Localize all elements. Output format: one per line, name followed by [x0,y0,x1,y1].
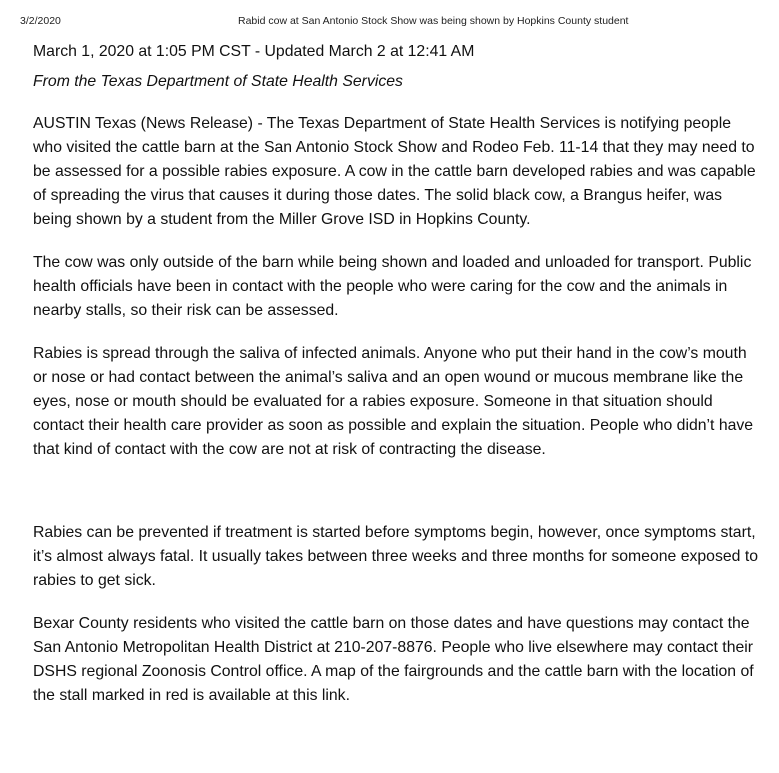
print-header [0,14,779,28]
print-date: 3/2/2020 [20,15,61,27]
article-body [33,40,763,727]
article-paragraph-5: Bexar County residents who visited the cattle barn on those dates and have questions may contact the San Antonio Metropolitan Health District at 210-207-8876. People who live elsewhere may contact their DSHS regional Zoonosis Control office. A map of the fairgrounds and the cattle barn with the location of the stall marked in red is available at this link. [33,615,754,704]
article-paragraph-1: AUSTIN Texas (News Release) - The Texas Department of State Health Services is notifying people who visited the cattle barn at the San Antonio Stock Show and Rodeo Feb. 11-14 that they may need to be assessed for a possible rabies exposure. A cow in the cattle barn developed rabies and was capable of spreading the virus that causes it during those dates. The solid black cow, a Brangus heifer, was being shown by a student from the Miller Grove ISD in Hopkins County. [33,115,756,228]
article-source: From the Texas Department of State Health Services [33,73,403,90]
article-timestamp: March 1, 2020 at 1:05 PM CST - Updated March 2 at 12:41 AM [33,43,475,60]
article-paragraph-2: The cow was only outside of the barn while being shown and loaded and unloaded for transport. Public health officials have been in contact with the people who were caring for the cow and the animals in nearby stalls, so their risk can be assessed. [33,254,752,319]
article-paragraph-3: Rabies is spread through the saliva of infected animals. Anyone who put their hand in the cow’s mouth or nose or had contact between the animal’s saliva and an open wound or mucous membrane like the eyes, nose or mouth should be evaluated for a rabies exposure. Someone in that situation should contact their health care provider as soon as possible and explain the situation. People who didn’t have that kind of contact with the cow are not at risk of contracting the disease. [33,345,754,458]
print-title: Rabid cow at San Antonio Stock Show was being shown by Hopkins County student [238,15,629,27]
article-paragraph-4: Rabies can be prevented if treatment is started before symptoms begin, however, once symptoms start, it’s almost always fatal. It usually takes between three weeks and three months for someone exposed to rabies to get sick. [33,524,758,589]
